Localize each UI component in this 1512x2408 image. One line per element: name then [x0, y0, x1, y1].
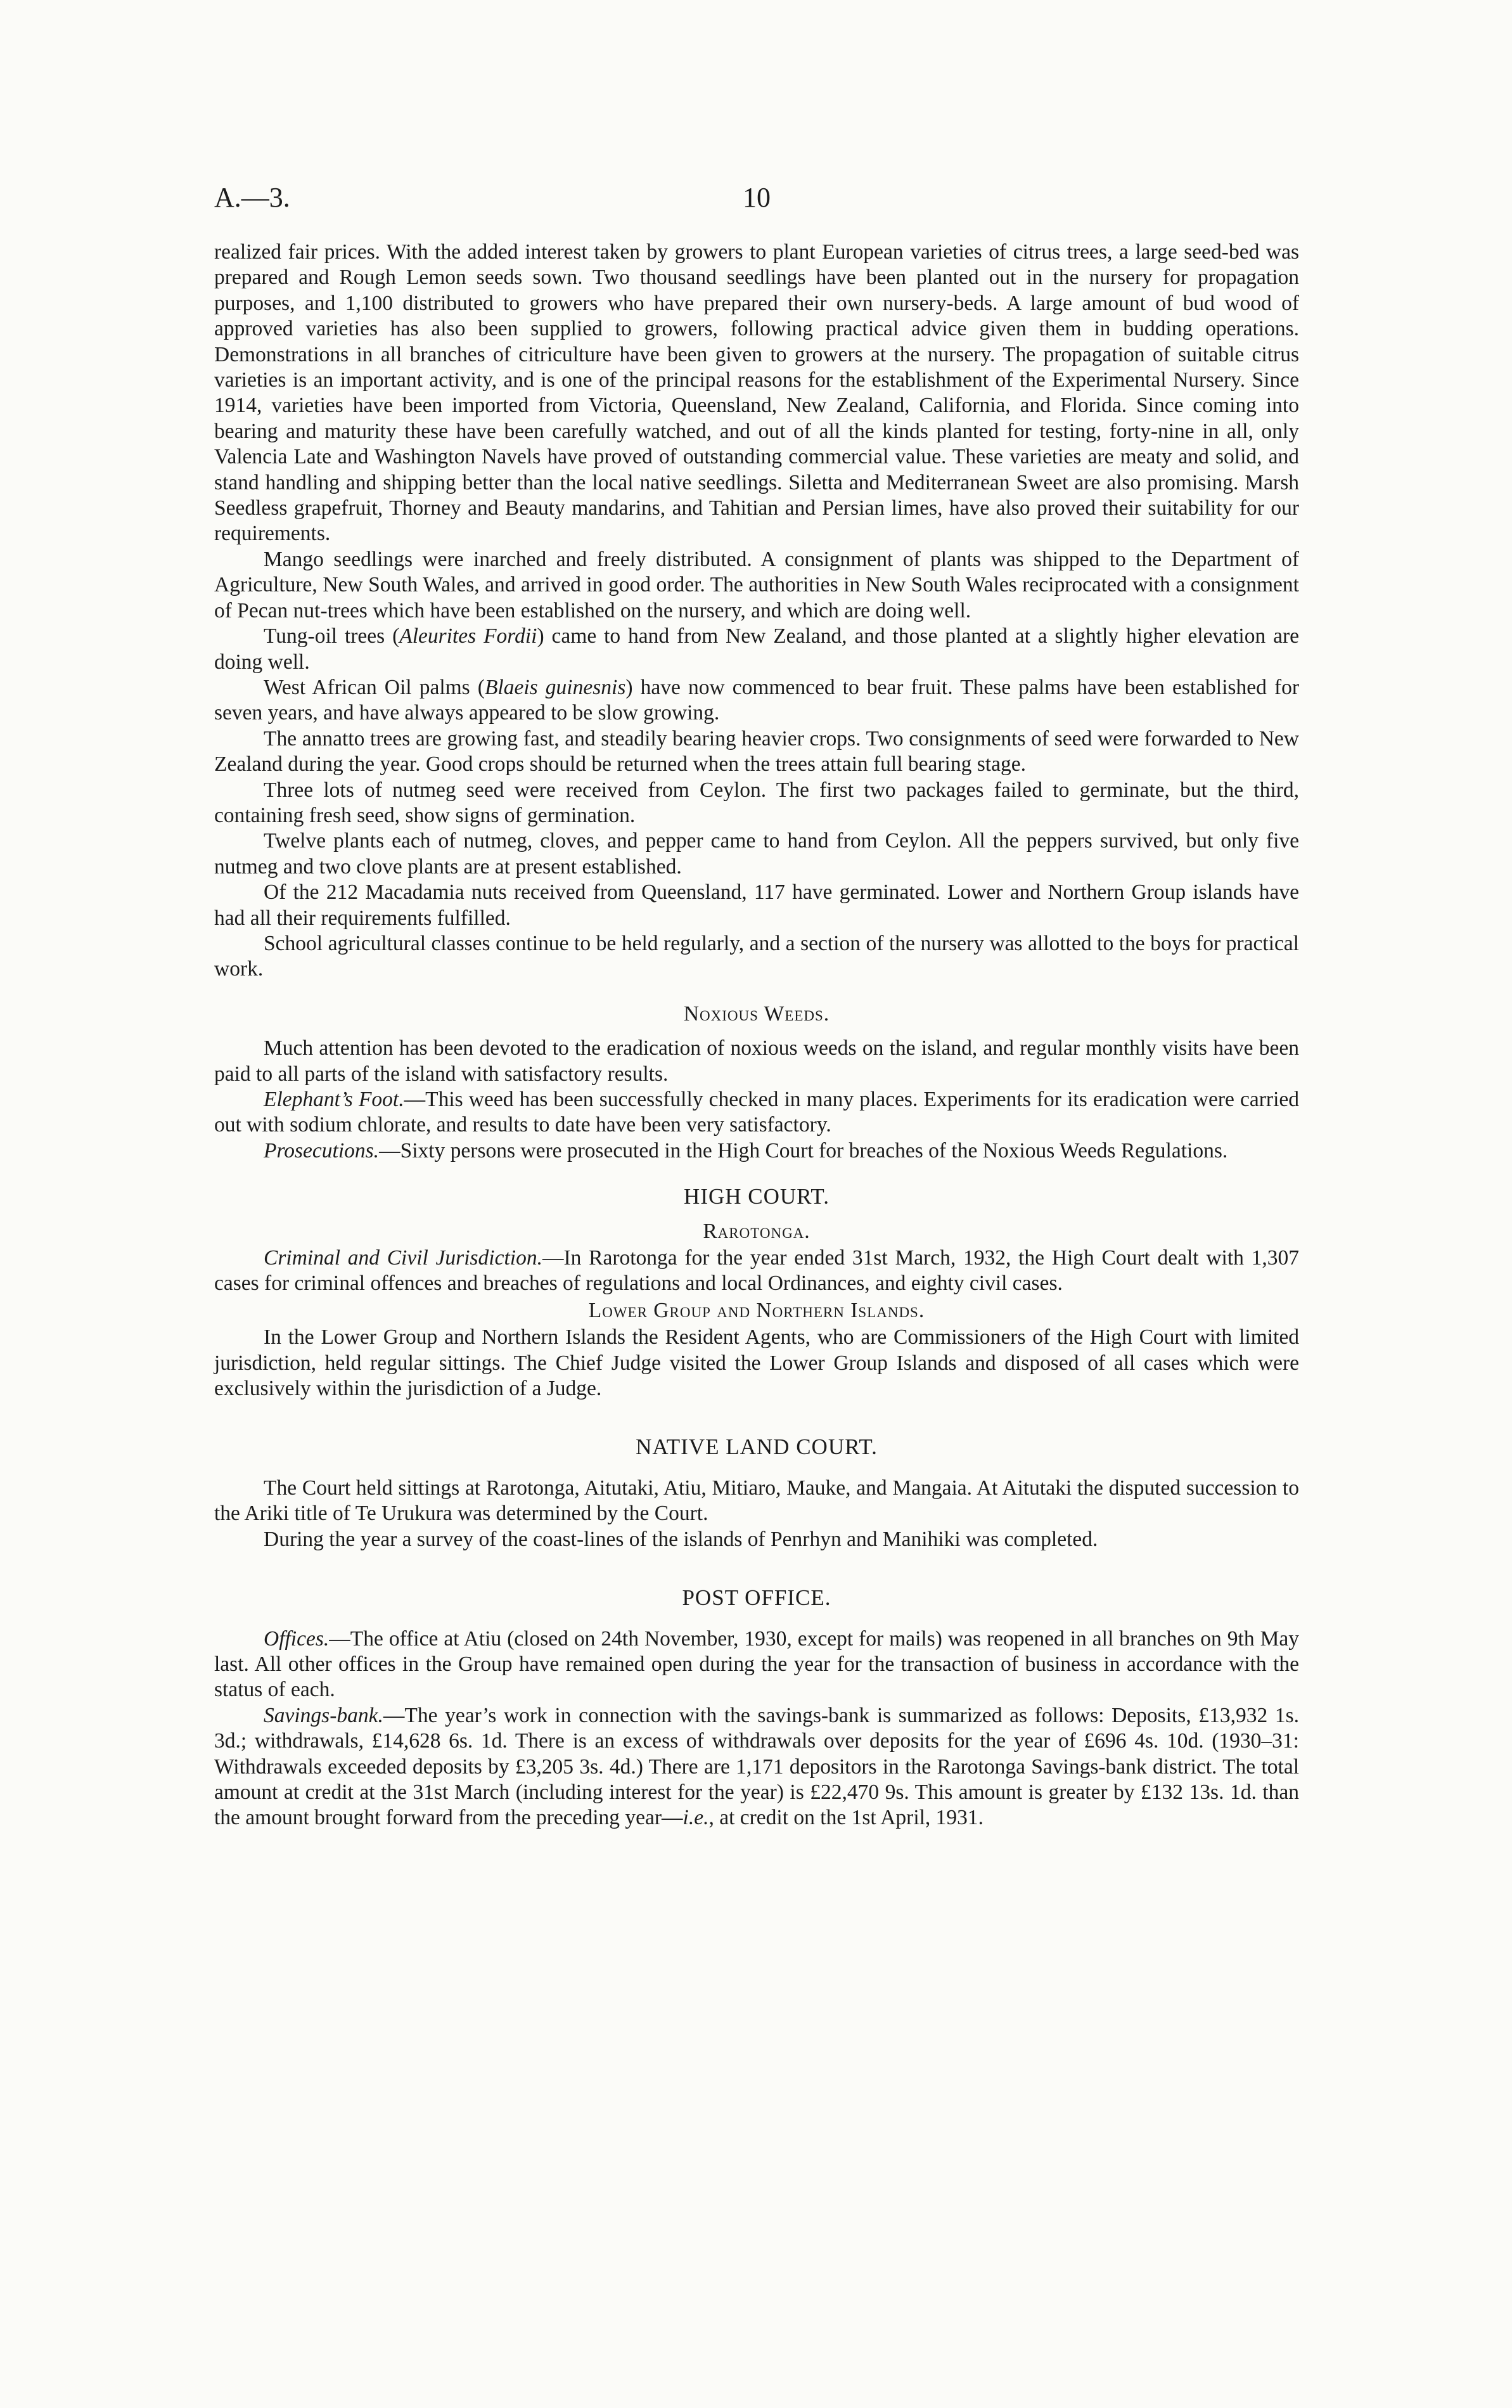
section-heading-noxious-weeds: Noxious Weeds. [683, 1001, 830, 1026]
paragraph-citrus: realized fair prices. With the added interest taken by growers to plant European varieties of citrus trees, a large seed-bed was prepared and Rough Lemon seeds sown. Two thousand seedlings have been planted out in the nursery for propagation purposes, and 1,100 distributed to growers who have prepared their own nursery-beds. A large amount of bud wood of approved varieties has also been supplied to growers, following practical advice given them in budding operations. Demonstrations in all branches of citriculture have been given to growers at the nursery. The propagation of suitable citrus varieties is an important activity, and is one of the principal reasons for the establishment of the Experimental Nursery. Since 1914, varieties have been imported from Victoria, Queensland, New Zealand, California, and Florida. Since coming into bearing and maturity these have been carefully watched, and out of all the kinds planted for testing, forty-nine in all, only Valencia Late and Washington Navels have proved of outstanding commercial value. These varieties are meaty and solid, and stand handling and shipping better than the local native seedlings. Siletta and Mediterranean Sweet are also promising. Marsh Seedless grapefruit, Thorney and Beauty mandarins, and Tahitian and Persian limes, have also proved their suitability for our requirements. [214, 240, 1299, 546]
paragraph-label: Savings-bank. [264, 1703, 383, 1727]
text-span: , at credit on the 1st April, 1931. [708, 1806, 984, 1830]
paragraph-elephants-foot [214, 1087, 1299, 1138]
paragraph-nutmeg-seed: Three lots of nutmeg seed were received from Ceylon. The first two packages failed to germinate, but the third, containing fresh seed, show signs of germination. [214, 778, 1299, 827]
text-span: —The year’s work in connection with the savings-bank is summarized as follows: Deposits, £13,932 1s. 3d.; withdrawals, £14,628 6s. 1d. There is an excess of withdrawals over deposits for the year of £696 4s. 10d. (1930–31: Withdrawals exceeded deposits by £3,205 3s. 4d.) There are 1,171 depositors in the Rarotonga Savings-bank district. The total amount at credit at the 31st March (including interest for the year) is £22,470 9s. This amount is greater by £132 13s. 1d. than the amount brought forward from the preceding year— [214, 1703, 1299, 1830]
text-span: —In Rarotonga for the year ended 31st March, 1932, the High Court dealt with 1,307 cases for criminal offences and breaches of regulations and local Ordinances, and eighty civil cases. [214, 1246, 1299, 1296]
paragraph-label: Criminal and Civil Jurisdiction. [264, 1246, 542, 1270]
section-heading-post-office: POST OFFICE. [682, 1585, 831, 1611]
text-span: i.e. [682, 1806, 709, 1830]
paragraph-label: Elephant’s Foot. [264, 1088, 404, 1111]
paragraph-mango: Mango seedlings were inarched and freely distributed. A consignment of plants was shipped to the Department of Agriculture, New South Wales, and arrived in good order. The authorities in New South Wales reciprocated with a consignment of Pecan nut-trees which have been established on the nursery, and which are doing well. [214, 547, 1299, 622]
text-span: —This weed has been successfully checked in many places. Experiments for its eradication were carried out with sodium chlorate, and results to date have been very satisfactory. [214, 1088, 1299, 1137]
paragraph-macadamia: Of the 212 Macadamia nuts received from Queensland, 117 have germinated. Lower and Northern Group islands have had all their requirements fulfilled. [214, 880, 1299, 930]
page-number: 10 [743, 182, 771, 213]
page-header [214, 181, 1299, 219]
paragraph-label: Prosecutions. [264, 1138, 380, 1162]
paragraph-prosecutions [214, 1138, 1299, 1164]
text-span: ) have now commenced to bear fruit. These palms have been established for seven years, and have always appeared to be slow growing. [214, 675, 1299, 725]
paragraph-criminal-civil [214, 1246, 1299, 1297]
paragraph-label: Offices. [264, 1626, 330, 1651]
page-body [214, 240, 1299, 1831]
paragraph-plants-ceylon: Twelve plants each of nutmeg, cloves, and pepper came to hand from Ceylon. All the peppers survived, but only five nutmeg and two clove plants are at present established. [214, 829, 1299, 879]
paragraph-oil-palms [214, 675, 1299, 726]
section-heading-high-court: HIGH COURT. [684, 1184, 830, 1209]
section-heading-native-land-court: NATIVE LAND COURT. [636, 1434, 878, 1460]
paragraph-school-classes: School agricultural classes continue to be held regularly, and a section of the nursery was allotted to the boys for practical work. [214, 931, 1299, 981]
text-span: —The office at Atiu (closed on 24th November, 1930, except for mails) was reopened in all branches on 9th May last. All other offices in the Group have remained open during the year for the transaction of business in accordance with the status of each. [214, 1626, 1299, 1702]
paragraph-offices [214, 1626, 1299, 1703]
report-reference: A.—3. [214, 182, 290, 213]
paragraph-noxious-intro: Much attention has been devoted to the eradication of noxious weeds on the island, and regular monthly visits have been paid to all parts of the island with satisfactory results. [214, 1036, 1299, 1086]
text-span: Tung-oil trees ( [264, 624, 400, 648]
subheading-rarotonga: Rarotonga. [703, 1219, 810, 1243]
subheading-lower-group: Lower Group and Northern Islands. [588, 1298, 925, 1322]
species-name: Blaeis guinesnis [484, 675, 626, 699]
text-span: ) came to hand from New Zealand, and those planted at a slightly higher elevation are doing well. [214, 624, 1300, 674]
paragraph-survey: During the year a survey of the coast-lines of the islands of Penrhyn and Manihiki was completed. [264, 1527, 1098, 1551]
paragraph-court-sittings: The Court held sittings at Rarotonga, Aitutaki, Atiu, Mitiaro, Mauke, and Mangaia. At Aitutaki the disputed succession to the Ariki title of Te Urukura was determined by the Court. [214, 1476, 1299, 1526]
species-name: Aleurites Fordii [399, 624, 537, 648]
paragraph-tung-oil [214, 624, 1299, 675]
paragraph-savings-bank [214, 1703, 1299, 1831]
paragraph-lower-group: In the Lower Group and Northern Islands the Resident Agents, who are Commissioners of the High Court with limited jurisdiction, held regular sittings. The Chief Judge visited the Lower Group Islands and disposed of all cases which were exclusively within the jurisdiction of a Judge. [214, 1325, 1299, 1401]
paragraph-annatto: The annatto trees are growing fast, and steadily bearing heavier crops. Two consignments of seed were forwarded to New Zealand during the year. Good crops should be returned when the trees attain full bearing stage. [214, 726, 1299, 776]
text-span: West African Oil palms ( [264, 675, 485, 699]
text-span: —Sixty persons were prosecuted in the High Court for breaches of the Noxious Weeds Regulations. [379, 1138, 1228, 1162]
